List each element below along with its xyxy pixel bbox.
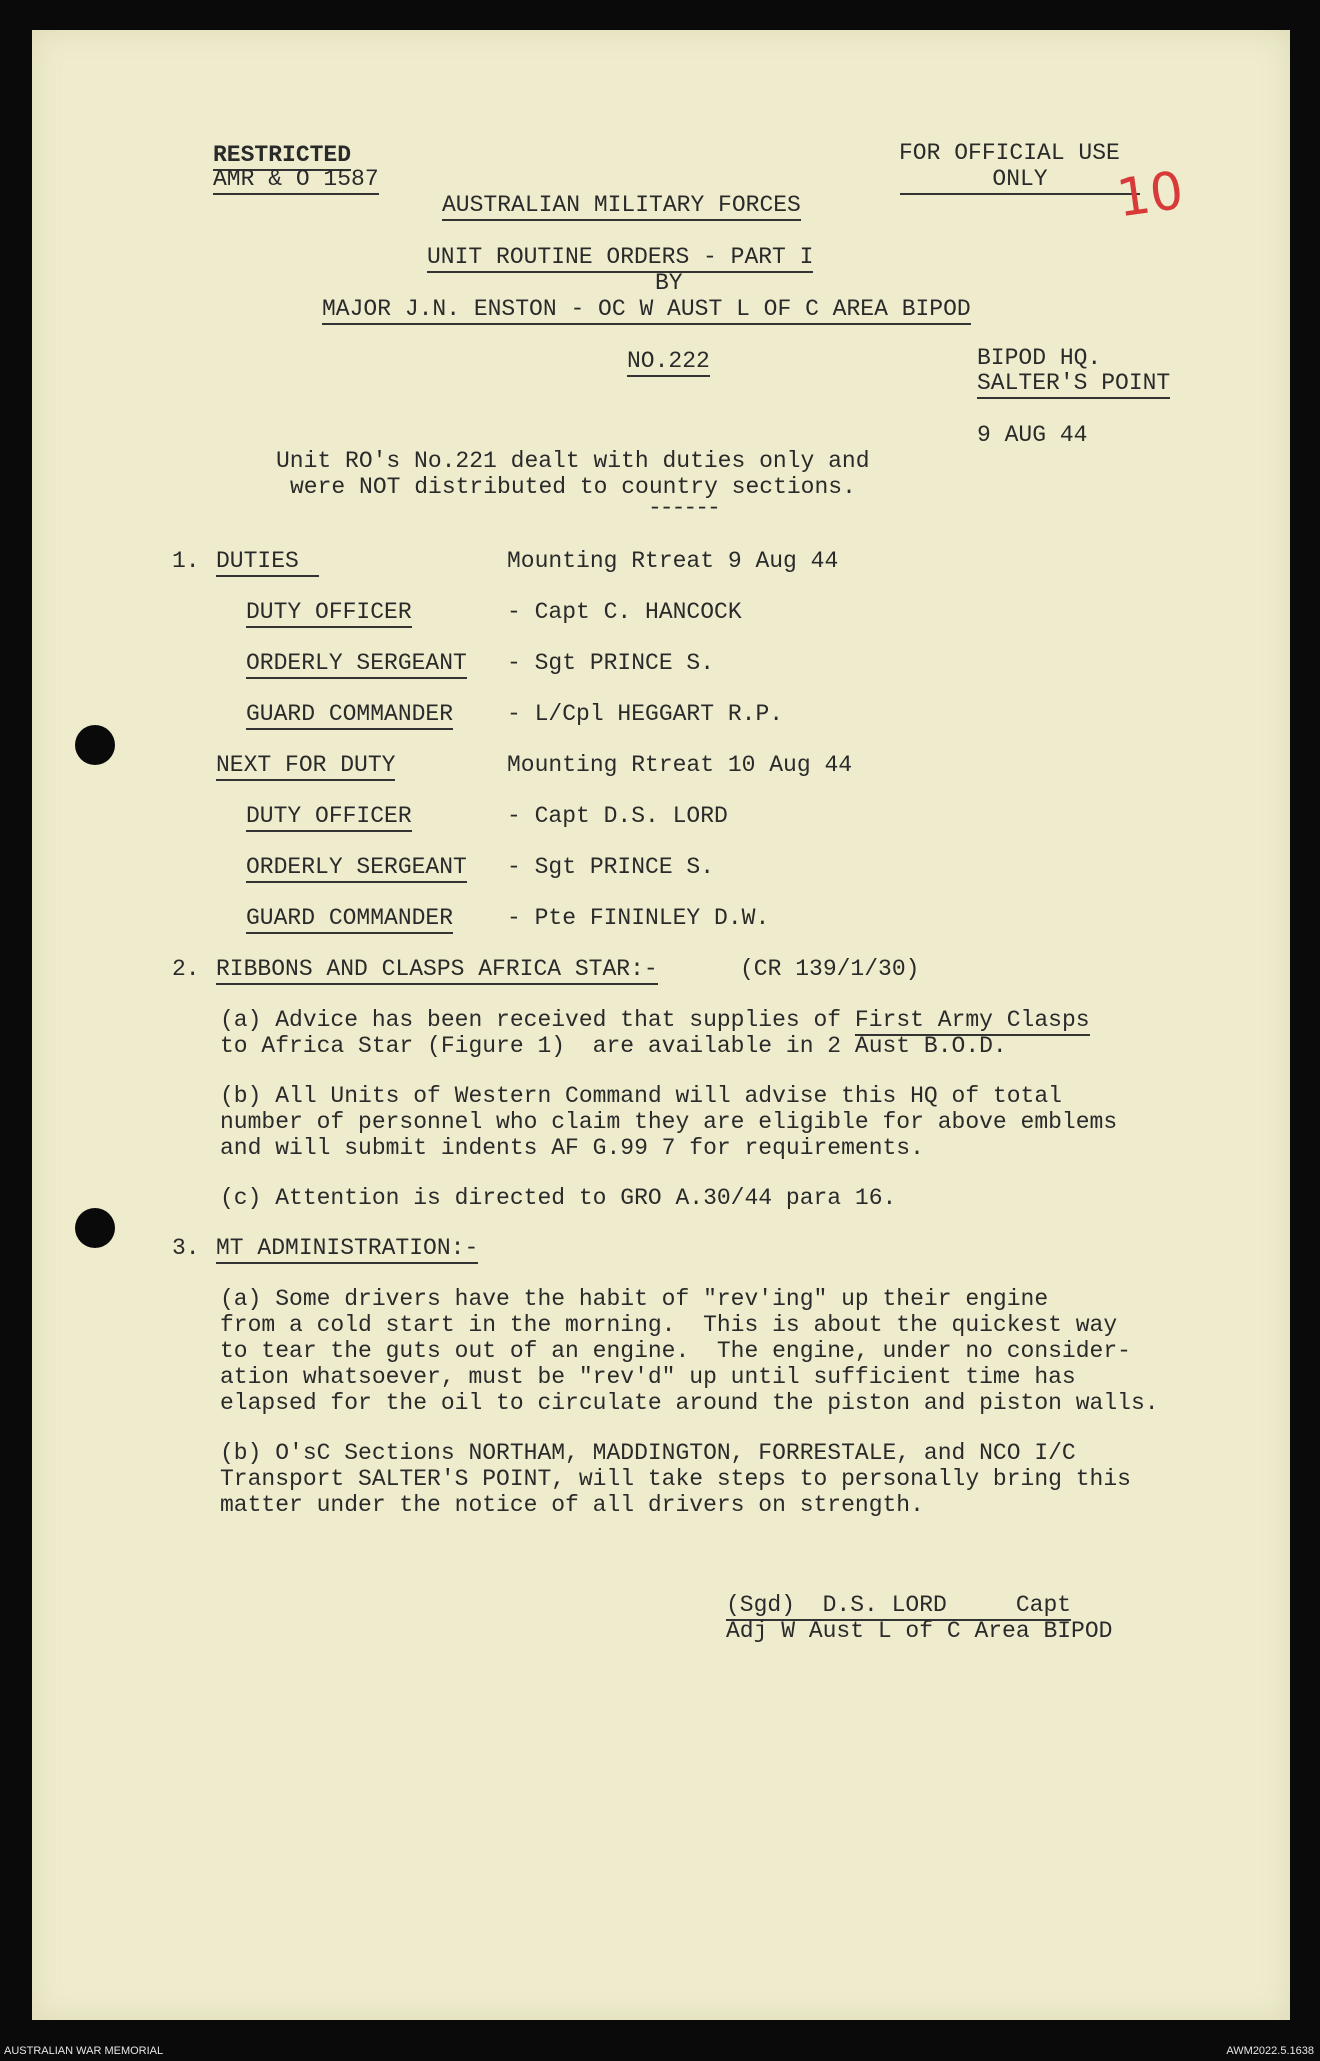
section3-a-line1: (a) Some drivers have the habit of "rev'ing" up their engine	[220, 1286, 1049, 1312]
location-line2: SALTER'S POINT	[977, 370, 1170, 399]
section3-b-line2: Transport SALTER'S POINT, will take steps to personally bring this	[220, 1466, 1131, 1492]
note-line1: Unit RO's No.221 dealt with duties only and	[276, 448, 870, 474]
section2-title: RIBBONS AND CLASPS AFRICA STAR:-	[216, 956, 658, 985]
section3-number: 3.	[172, 1235, 200, 1261]
section2-a-line2: to Africa Star (Figure 1) are available in 2 Aust B.O.D.	[220, 1033, 1007, 1059]
first-army-clasps: First Army Clasps	[855, 1007, 1090, 1036]
section1-mounting1: Mounting Rtreat 9 Aug 44	[507, 548, 839, 574]
restricted-label: RESTRICTED	[213, 142, 351, 171]
next-for-duty-title: NEXT FOR DUTY	[216, 752, 395, 781]
orders-title: UNIT ROUTINE ORDERS - PART I	[427, 244, 813, 273]
guard-commander-label: GUARD COMMANDER	[246, 701, 453, 730]
section3-a-line3: to tear the guts out of an engine. The engine, under no consider-	[220, 1338, 1131, 1364]
section2-b-line2: number of personnel who claim they are eligible for above emblems	[220, 1109, 1118, 1135]
section2-b-line3: and will submit indents AF G.99 7 for requirements.	[220, 1135, 924, 1161]
duty-officer-value: - Capt C. HANCOCK	[507, 599, 742, 625]
section3-a-line4: ation whatsoever, must be "rev'd" up until sufficient time has	[220, 1364, 1076, 1390]
duty-officer-label: DUTY OFFICER	[246, 599, 412, 628]
section3-a-line5: elapsed for the oil to circulate around the piston and piston walls.	[220, 1390, 1159, 1416]
section2-reference: (CR 139/1/30)	[740, 956, 920, 982]
orderly-sergeant-value: - Sgt PRINCE S.	[507, 650, 715, 676]
section1-title: DUTIES	[216, 548, 319, 577]
major-line: MAJOR J.N. ENSTON - OC W AUST L OF C AREA BIPOD	[322, 296, 971, 325]
document-page	[32, 30, 1290, 2020]
orderly-sergeant-label: ORDERLY SERGEANT	[246, 650, 467, 679]
note-line2: were NOT distributed to country sections.	[290, 474, 856, 500]
section2-c-line1: (c) Attention is directed to GRO A.30/44 para 16.	[220, 1185, 897, 1211]
signature-line1: (Sgd) D.S. LORD Capt	[726, 1592, 1071, 1621]
note-rule: ------	[648, 495, 719, 521]
section1-number: 1.	[172, 548, 200, 574]
section2-number: 2.	[172, 956, 200, 982]
section3-a-line2: from a cold start in the morning. This is about the quickest way	[220, 1312, 1118, 1338]
section2-a-text: (a) Advice has been received that supplies of	[220, 1007, 855, 1033]
next-guard-commander-value: - Pte FININLEY D.W.	[507, 905, 770, 931]
forces-title: AUSTRALIAN MILITARY FORCES	[442, 192, 801, 221]
punch-hole-bottom	[75, 1208, 115, 1248]
section2-a-line1	[220, 1007, 1090, 1033]
official-use-line2: ONLY	[900, 166, 1140, 195]
section3-title: MT ADMINISTRATION:-	[216, 1235, 478, 1264]
section3-b-line1: (b) O'sC Sections NORTHAM, MADDINGTON, FORRESTALE, and NCO I/C	[220, 1440, 1076, 1466]
official-use-line1: FOR OFFICIAL USE	[899, 140, 1120, 166]
guard-commander-value: - L/Cpl HEGGART R.P.	[507, 701, 784, 727]
signature-line2: Adj W Aust L of C Area BIPOD	[726, 1618, 1113, 1644]
order-date: 9 AUG 44	[977, 422, 1088, 448]
next-guard-commander-label: GUARD COMMANDER	[246, 905, 453, 934]
punch-hole-top	[75, 725, 115, 765]
footer-left: AUSTRALIAN WAR MEMORIAL	[4, 2045, 164, 2057]
footer-right: AWM2022.5.1638	[1226, 2045, 1314, 2057]
section1-mounting2: Mounting Rtreat 10 Aug 44	[507, 752, 853, 778]
next-duty-officer-value: - Capt D.S. LORD	[507, 803, 728, 829]
section2-b-line1: (b) All Units of Western Command will advise this HQ of total	[220, 1083, 1062, 1109]
section3-b-line3: matter under the notice of all drivers on strength.	[220, 1492, 924, 1518]
next-duty-officer-label: DUTY OFFICER	[246, 803, 412, 832]
by-line: BY	[655, 270, 683, 296]
folio-number: 10	[1113, 160, 1188, 230]
location-line1: BIPOD HQ.	[977, 345, 1102, 371]
order-number: NO.222	[627, 348, 710, 377]
next-orderly-sergeant-label: ORDERLY SERGEANT	[246, 854, 467, 883]
amr-reference: AMR & O 1587	[213, 166, 379, 195]
next-orderly-sergeant-value: - Sgt PRINCE S.	[507, 854, 715, 880]
